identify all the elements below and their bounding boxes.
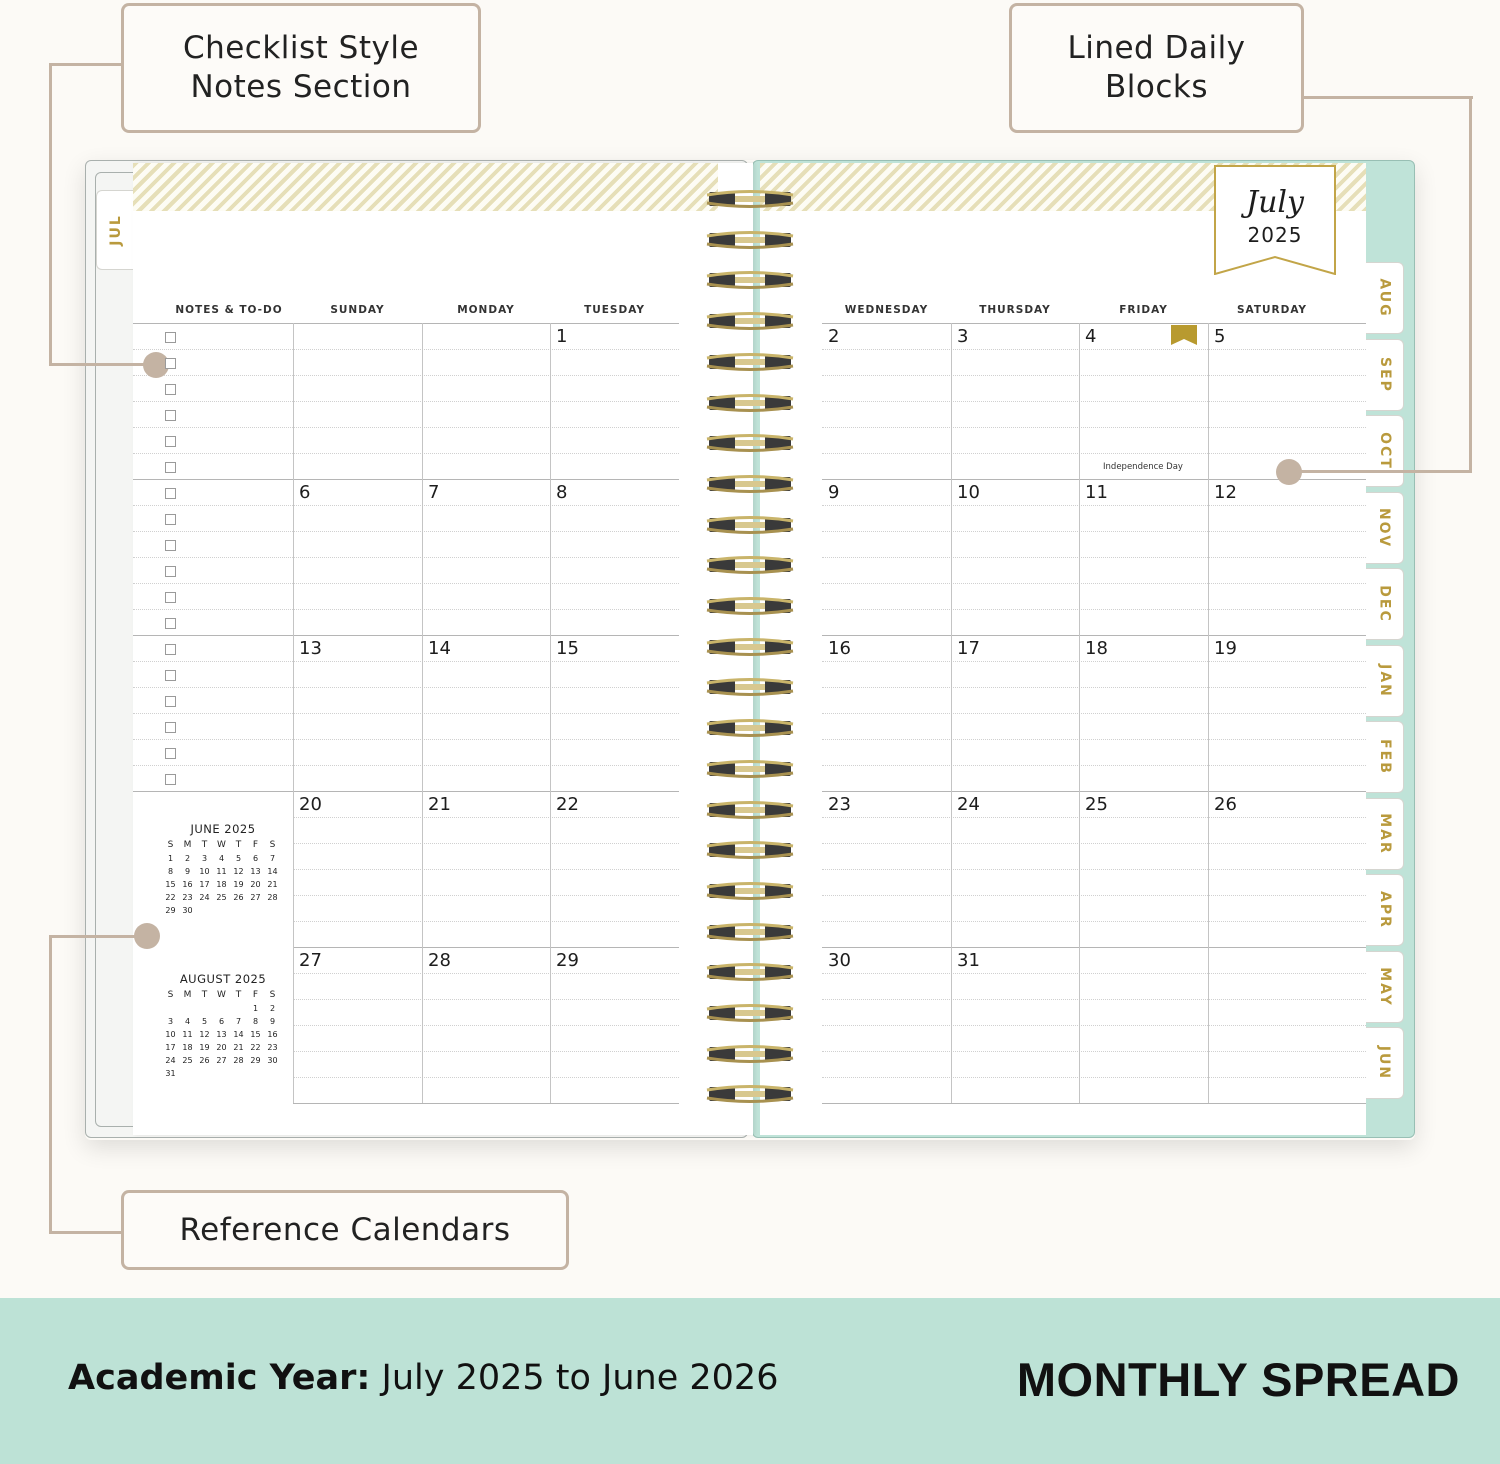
- mini-calendar-weekday: S: [269, 990, 276, 1000]
- spiral-ring: [705, 271, 795, 289]
- daily-line-right: [822, 817, 1366, 818]
- mini-calendar-day: 4: [218, 854, 225, 863]
- daily-line-right: [822, 1051, 1366, 1052]
- mini-calendar-weekday: T: [201, 840, 208, 850]
- day-number-friday: 25: [1085, 794, 1108, 815]
- mini-calendar-weekday: T: [201, 990, 208, 1000]
- daily-line-left: [133, 661, 679, 662]
- month-tab-aug[interactable]: [1366, 262, 1404, 334]
- month-tab-feb[interactable]: [1366, 721, 1404, 793]
- mini-calendar-day: [196, 1003, 213, 1014]
- daily-line-left: [293, 843, 679, 844]
- daily-line-left: [133, 453, 679, 454]
- month-tab-label: OCT: [1376, 432, 1393, 470]
- todo-checkbox[interactable]: [165, 436, 176, 447]
- mini-calendar-day: 1: [167, 854, 174, 863]
- todo-checkbox[interactable]: [165, 514, 176, 525]
- month-tab-may[interactable]: [1366, 951, 1404, 1023]
- day-number-thursday: 17: [957, 638, 980, 659]
- mini-calendar-weekday: T: [235, 990, 242, 1000]
- daily-line-right: [822, 921, 1366, 922]
- daily-line-right: [822, 427, 1366, 428]
- daily-line-right: [822, 1077, 1366, 1078]
- mini-calendar-day: 13: [250, 867, 261, 876]
- daily-line-left: [133, 557, 679, 558]
- spiral-ring: [705, 231, 795, 249]
- daily-line-right: [822, 661, 1366, 662]
- mini-calendar-day: 26: [233, 893, 244, 902]
- day-number-tuesday: 29: [556, 950, 579, 971]
- todo-checkbox[interactable]: [165, 644, 176, 655]
- spiral-ring: [705, 394, 795, 412]
- day-number-saturday: 19: [1214, 638, 1237, 659]
- todo-checkbox[interactable]: [165, 774, 176, 785]
- daily-line-right: [822, 739, 1366, 740]
- mini-calendar-june: [162, 840, 284, 916]
- mini-calendar-day: 11: [182, 1030, 193, 1039]
- callout-reference-calendars: [121, 1190, 569, 1270]
- mini-calendar-day: [247, 905, 264, 916]
- day-number-tuesday: 22: [556, 794, 579, 815]
- monthly-spread-title: MONTHLY SPREAD: [1016, 1353, 1460, 1406]
- week-line-left: [293, 947, 679, 948]
- mini-calendar-day: 23: [267, 1043, 278, 1052]
- mini-calendar-day: [213, 905, 230, 916]
- spiral-ring: [705, 638, 795, 656]
- mini-calendar-day: [230, 1068, 247, 1079]
- academic-year-range: July 2025 to June 2026: [370, 1358, 779, 1398]
- mini-calendar-day: 19: [199, 1043, 210, 1052]
- column-line-left: [293, 323, 294, 1103]
- day-number-sunday: 27: [299, 950, 322, 971]
- mini-calendar-weekday: S: [167, 840, 174, 850]
- mini-calendar-day: 27: [250, 893, 261, 902]
- month-tab-dec[interactable]: [1366, 568, 1404, 640]
- mini-calendar-day: 27: [216, 1056, 227, 1065]
- day-number-sunday: 20: [299, 794, 322, 815]
- todo-checkbox[interactable]: [165, 540, 176, 551]
- mini-calendar-day: [196, 1068, 213, 1079]
- callout-dot-lined: [1276, 459, 1302, 485]
- spiral-binding: [705, 190, 800, 1120]
- daily-line-right: [822, 1025, 1366, 1026]
- mini-calendar-day: 13: [216, 1030, 227, 1039]
- daily-line-left: [293, 895, 679, 896]
- mini-calendar-day: 4: [184, 1017, 191, 1026]
- daily-line-left: [293, 1077, 679, 1078]
- mini-calendar-day: 11: [216, 867, 227, 876]
- mini-calendar-day: 5: [235, 854, 242, 863]
- daily-line-right: [822, 713, 1366, 714]
- day-number-sunday: 6: [299, 482, 311, 503]
- daily-line-right: [822, 505, 1366, 506]
- mini-calendar-day: 10: [199, 867, 210, 876]
- callout-reference-label: Reference Calendars: [179, 1211, 511, 1248]
- daily-line-right: [822, 765, 1366, 766]
- mini-calendar-day: 9: [184, 867, 191, 876]
- month-tab-jul[interactable]: [96, 190, 134, 270]
- mini-calendar-day: [247, 1068, 264, 1079]
- month-tab-jan[interactable]: [1366, 645, 1404, 717]
- mini-calendar-day: 22: [250, 1043, 261, 1052]
- mini-calendar-day: 28: [267, 893, 278, 902]
- daily-line-left: [293, 817, 679, 818]
- day-number-tuesday: 15: [556, 638, 579, 659]
- day-number-wednesday: 2: [828, 326, 840, 347]
- week-line-right: [822, 947, 1366, 948]
- month-tab-nov[interactable]: [1366, 492, 1404, 564]
- mini-calendar-day: 25: [216, 893, 227, 902]
- spiral-ring: [705, 801, 795, 819]
- spiral-ring: [705, 1004, 795, 1022]
- month-tab-label: DEC: [1376, 585, 1393, 623]
- week-line-right: [822, 323, 1366, 324]
- mini-calendar-day: 5: [201, 1017, 208, 1026]
- day-number-wednesday: 23: [828, 794, 851, 815]
- day-number-thursday: 24: [957, 794, 980, 815]
- mini-calendar-day: 25: [182, 1056, 193, 1065]
- mini-calendar-day: 30: [182, 906, 193, 915]
- mini-calendar-day: 17: [199, 880, 210, 889]
- daily-line-right: [822, 869, 1366, 870]
- mini-calendar-day: [179, 1068, 196, 1079]
- spiral-ring: [705, 556, 795, 574]
- mini-calendar-day: 3: [201, 854, 208, 863]
- mini-calendar-weekday: W: [217, 990, 226, 1000]
- mini-calendar-day: 28: [233, 1056, 244, 1065]
- day-number-wednesday: 9: [828, 482, 840, 503]
- mini-calendar-day: [213, 1068, 230, 1079]
- month-banner-notch: [1214, 255, 1336, 275]
- mini-calendar-day: 21: [233, 1043, 244, 1052]
- spiral-ring: [705, 312, 795, 330]
- academic-year-text: [68, 1358, 778, 1398]
- mini-calendar-august: [162, 990, 284, 1079]
- todo-checkbox[interactable]: [165, 488, 176, 499]
- month-tab-label: MAY: [1376, 966, 1393, 1007]
- todo-checkbox[interactable]: [165, 384, 176, 395]
- day-number-monday: 14: [428, 638, 451, 659]
- mini-calendar-day: 16: [182, 880, 193, 889]
- day-number-wednesday: 16: [828, 638, 851, 659]
- month-name: July: [1246, 185, 1304, 220]
- month-tab-oct[interactable]: [1366, 415, 1404, 487]
- callout-lined-line1: Lined Daily: [1067, 30, 1246, 66]
- daily-line-right: [822, 609, 1366, 610]
- week-line-right: [822, 791, 1366, 792]
- mini-calendar-weekday: S: [269, 840, 276, 850]
- spiral-ring: [705, 923, 795, 941]
- mini-calendar-day: 24: [199, 893, 210, 902]
- mini-calendar-day: 2: [184, 854, 191, 863]
- column-line-left: [422, 323, 423, 1103]
- mini-calendar-day: 29: [165, 906, 176, 915]
- callout-lined-line2: Blocks: [1104, 69, 1208, 105]
- day-number-friday: 18: [1085, 638, 1108, 659]
- daily-line-right: [822, 583, 1366, 584]
- todo-checkbox[interactable]: [165, 722, 176, 733]
- daily-line-right: [822, 999, 1366, 1000]
- day-number-saturday: 26: [1214, 794, 1237, 815]
- mini-calendar-day: 20: [216, 1043, 227, 1052]
- todo-checkbox[interactable]: [165, 696, 176, 707]
- spiral-ring: [705, 841, 795, 859]
- day-number-tuesday: 8: [556, 482, 568, 503]
- mini-calendar-day: 6: [252, 854, 259, 863]
- week-line-left: [293, 1103, 679, 1104]
- todo-checkbox[interactable]: [165, 410, 176, 421]
- mini-calendar-day: 7: [235, 1017, 242, 1026]
- daily-line-left: [293, 869, 679, 870]
- daily-line-left: [133, 401, 679, 402]
- todo-checkbox[interactable]: [165, 748, 176, 759]
- week-line-left: [133, 479, 679, 480]
- mini-calendar-day: 30: [267, 1056, 278, 1065]
- month-tab-apr[interactable]: [1366, 874, 1404, 946]
- daily-line-right: [822, 843, 1366, 844]
- mini-calendar-day: 18: [182, 1043, 193, 1052]
- mini-calendar-weekday: S: [167, 990, 174, 1000]
- daily-line-right: [822, 349, 1366, 350]
- mini-calendar-day: 7: [269, 854, 276, 863]
- daily-line-left: [293, 973, 679, 974]
- daily-line-right: [822, 531, 1366, 532]
- mini-calendar-august-title: AUGUST 2025: [179, 972, 267, 986]
- month-tab-jun[interactable]: [1366, 1027, 1404, 1099]
- todo-checkbox[interactable]: [165, 332, 176, 343]
- leader-lined-h1: [1302, 96, 1473, 99]
- mini-calendar-day: 26: [199, 1056, 210, 1065]
- day-number-saturday: 5: [1214, 326, 1226, 347]
- mini-calendar-day: 16: [267, 1030, 278, 1039]
- spiral-ring: [705, 597, 795, 615]
- mini-calendar-weekday: F: [252, 840, 259, 850]
- leader-checklist-v: [49, 63, 52, 366]
- day-header-friday: FRIDAY: [1119, 304, 1168, 316]
- month-tab-label: NOV: [1376, 507, 1393, 548]
- daily-line-left: [133, 583, 679, 584]
- week-line-left: [133, 635, 679, 636]
- month-tab-label: SEP: [1376, 356, 1393, 393]
- mini-calendar-day: 15: [250, 1030, 261, 1039]
- daily-line-right: [822, 973, 1366, 974]
- mini-calendar-day: 1: [252, 1004, 259, 1013]
- month-tab-label: FEB: [1376, 739, 1393, 775]
- day-number-wednesday: 30: [828, 950, 851, 971]
- mini-calendar-day: 17: [165, 1043, 176, 1052]
- daily-line-right: [822, 375, 1366, 376]
- academic-year-label: Academic Year:: [68, 1358, 371, 1398]
- leader-reference-h2: [49, 1231, 122, 1234]
- spiral-ring: [705, 760, 795, 778]
- todo-checkbox[interactable]: [165, 462, 176, 473]
- callout-checklist-notes: [121, 3, 481, 133]
- left-page-header-stripes: [133, 163, 718, 211]
- day-number-thursday: 31: [957, 950, 980, 971]
- day-number-tuesday: 1: [556, 326, 568, 347]
- spiral-ring: [705, 678, 795, 696]
- leader-checklist-h2: [49, 363, 154, 366]
- daily-line-left: [133, 531, 679, 532]
- daily-line-right: [822, 401, 1366, 402]
- day-number-sunday: 13: [299, 638, 322, 659]
- leader-reference-h1: [49, 935, 147, 938]
- mini-calendar-day: [213, 1003, 230, 1014]
- day-number-saturday: 12: [1214, 482, 1237, 503]
- week-line-right: [822, 1103, 1366, 1104]
- day-header-thursday: THURSDAY: [979, 304, 1051, 316]
- month-tab-jul-label: JUL: [107, 214, 124, 246]
- callout-lined-blocks: [1009, 3, 1304, 133]
- daily-line-left: [133, 375, 679, 376]
- day-header-sunday: SUNDAY: [330, 304, 385, 316]
- day-number-friday: 4: [1085, 326, 1097, 347]
- day-number-thursday: 10: [957, 482, 980, 503]
- mini-calendar-day: 20: [250, 880, 261, 889]
- mini-calendar-day: 14: [267, 867, 278, 876]
- todo-checkbox[interactable]: [165, 566, 176, 577]
- daily-line-left: [293, 1025, 679, 1026]
- spiral-ring: [705, 475, 795, 493]
- leader-lined-h2: [1290, 470, 1472, 473]
- mini-calendar-day: [264, 1068, 281, 1079]
- todo-checkbox[interactable]: [165, 592, 176, 603]
- column-line-right: [1208, 323, 1209, 1103]
- spiral-ring: [705, 516, 795, 534]
- mini-calendar-day: 22: [165, 893, 176, 902]
- day-number-thursday: 3: [957, 326, 969, 347]
- daily-line-left: [293, 999, 679, 1000]
- month-tab-label: AUG: [1376, 278, 1393, 318]
- mini-calendar-day: 24: [165, 1056, 176, 1065]
- day-header-monday: MONDAY: [457, 304, 515, 316]
- daily-line-left: [133, 739, 679, 740]
- mini-calendar-day: 6: [218, 1017, 225, 1026]
- mini-calendar-day: [179, 1003, 196, 1014]
- spiral-ring: [705, 1045, 795, 1063]
- mini-calendar-day: 21: [267, 880, 278, 889]
- mini-calendar-day: 3: [167, 1017, 174, 1026]
- daily-line-left: [133, 609, 679, 610]
- mini-calendar-day: 31: [165, 1069, 176, 1078]
- spiral-ring: [705, 353, 795, 371]
- mini-calendar-weekday: F: [252, 990, 259, 1000]
- leader-checklist-h1: [49, 63, 122, 66]
- daily-line-left: [293, 1051, 679, 1052]
- daily-line-right: [822, 557, 1366, 558]
- todo-checkbox[interactable]: [165, 670, 176, 681]
- daily-line-left: [133, 349, 679, 350]
- day-number-friday: 11: [1085, 482, 1108, 503]
- mini-calendar-day: 12: [199, 1030, 210, 1039]
- spiral-ring: [705, 882, 795, 900]
- spiral-ring: [705, 963, 795, 981]
- column-line-right: [951, 323, 952, 1103]
- mini-calendar-june-title: JUNE 2025: [190, 822, 256, 836]
- daily-line-left: [293, 921, 679, 922]
- daily-line-left: [133, 687, 679, 688]
- day-header-tuesday: TUESDAY: [584, 304, 645, 316]
- mini-calendar-day: 10: [165, 1030, 176, 1039]
- column-line-left: [550, 323, 551, 1103]
- mini-calendar-day: 29: [250, 1056, 261, 1065]
- daily-line-right: [822, 453, 1366, 454]
- mini-calendar-day: 18: [216, 880, 227, 889]
- mini-calendar-day: 12: [233, 867, 244, 876]
- mini-calendar-day: [162, 1003, 179, 1014]
- todo-checkbox[interactable]: [165, 358, 176, 369]
- mini-calendar-day: 23: [182, 893, 193, 902]
- month-tab-mar[interactable]: [1366, 798, 1404, 870]
- leader-reference-v: [49, 935, 52, 1234]
- callout-dot-reference: [134, 923, 160, 949]
- day-header-saturday: SATURDAY: [1236, 304, 1308, 316]
- daily-line-left: [133, 765, 679, 766]
- day-number-monday: 28: [428, 950, 451, 971]
- mini-calendar-weekday: M: [183, 990, 192, 1000]
- day-number-monday: 7: [428, 482, 440, 503]
- callout-checklist-line1: Checklist Style: [182, 30, 420, 66]
- spiral-ring: [705, 190, 795, 208]
- mini-calendar-day: [230, 905, 247, 916]
- daily-line-right: [822, 895, 1366, 896]
- mini-calendar-day: 14: [233, 1030, 244, 1039]
- day-header-wednesday: WEDNESDAY: [844, 304, 929, 316]
- daily-line-right: [822, 687, 1366, 688]
- column-line-right: [1079, 323, 1080, 1103]
- mini-calendar-day: [264, 905, 281, 916]
- holiday-label: Independence Day: [1103, 462, 1183, 472]
- spiral-ring: [705, 434, 795, 452]
- week-line-left: [133, 791, 679, 792]
- month-tab-label: JUN: [1376, 1045, 1393, 1081]
- month-tab-label: APR: [1376, 891, 1393, 929]
- mini-calendar-day: 9: [269, 1017, 276, 1026]
- month-year: 2025: [1247, 223, 1303, 247]
- month-tab-label: MAR: [1376, 812, 1393, 855]
- mini-calendar-day: [196, 905, 213, 916]
- mini-calendar-weekday: W: [217, 840, 226, 850]
- mini-calendar-day: [230, 1003, 247, 1014]
- spiral-ring: [705, 1085, 795, 1103]
- notes-todo-header: NOTES & TO-DO: [175, 304, 283, 316]
- daily-line-left: [133, 427, 679, 428]
- mini-calendar-weekday: M: [183, 840, 192, 850]
- mini-calendar-day: 19: [233, 880, 244, 889]
- callout-checklist-line2: Notes Section: [190, 69, 412, 105]
- week-line-right: [822, 635, 1366, 636]
- week-line-left: [133, 323, 679, 324]
- mini-calendar-day: 15: [165, 880, 176, 889]
- month-tab-label: JAN: [1376, 663, 1393, 698]
- mini-calendar-day: 8: [252, 1017, 259, 1026]
- daily-line-left: [133, 505, 679, 506]
- mini-calendar-weekday: T: [235, 840, 242, 850]
- leader-lined-v: [1469, 96, 1472, 473]
- daily-line-left: [133, 713, 679, 714]
- spiral-ring: [705, 719, 795, 737]
- month-tab-sep[interactable]: [1366, 339, 1404, 411]
- mini-calendar-day: 8: [167, 867, 174, 876]
- todo-checkbox[interactable]: [165, 618, 176, 629]
- mini-calendar-day: 2: [269, 1004, 276, 1013]
- day-number-monday: 21: [428, 794, 451, 815]
